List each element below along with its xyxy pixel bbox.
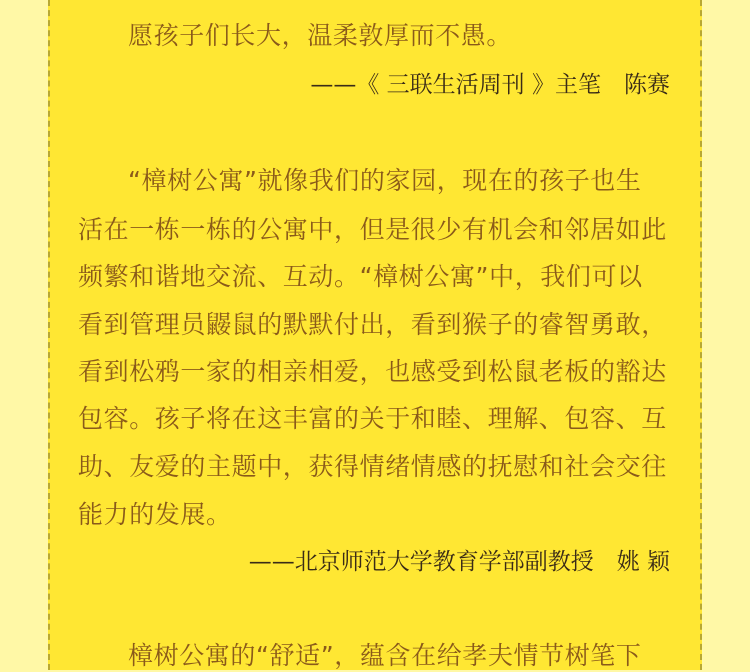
paragraph-line: “樟树公寓”就像我们的家园，现在的孩子也生: [128, 166, 642, 195]
paragraph-line: 能力的发展。: [78, 500, 232, 529]
paragraph-line: 活在一栋一栋的公寓中，但是很少有机会和邻居如此: [78, 215, 667, 244]
paragraph-line: 频繁和谐地交流、互动。“樟树公寓”中，我们可以: [78, 262, 643, 291]
paragraph-attribution: ——北京师范大学教育学部副教授 姚 颖: [248, 549, 670, 575]
paragraph-line: 看到松鸦一家的相亲相爱，也感受到松鼠老板的豁达: [78, 357, 667, 386]
quote-attribution: ——《 三联生活周刊 》主笔 陈赛: [310, 72, 670, 98]
paragraph-line: 助、友爱的主题中，获得情绪情感的抚慰和社会交往: [78, 452, 667, 481]
quote-line: 愿孩子们长大，温柔敦厚而不愚。: [128, 21, 513, 50]
paragraph-line: 包容。孩子将在这丰富的关于和睦、理解、包容、互: [78, 404, 667, 433]
paragraph-line: 看到管理员鼹鼠的默默付出，看到猴子的睿智勇敢，: [78, 310, 667, 339]
paragraph-line-partial: 樟树公寓的“舒适”，蕴含在给孝夫情节树笔下: [128, 641, 642, 670]
